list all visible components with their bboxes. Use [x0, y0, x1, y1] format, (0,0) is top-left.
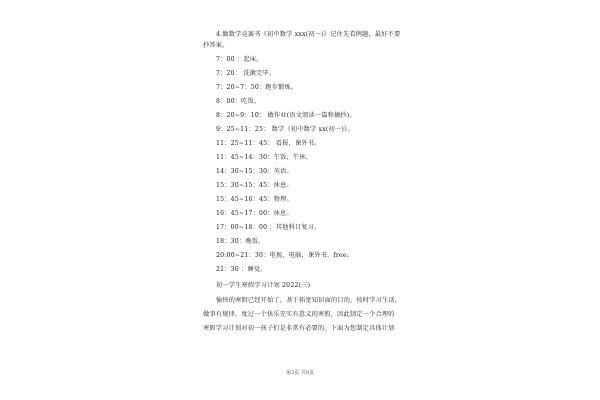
schedule-line-4: 8：00：吃饭。: [216, 98, 261, 105]
schedule-line-11: 15：45~16：45：物理。: [216, 196, 293, 203]
schedule-line-2: 7：20： 洗漱完毕。: [216, 70, 276, 77]
schedule-line-16: 21：30 ：睡觉。: [216, 266, 267, 273]
schedule-line-1: 7：00 ：起床。: [216, 56, 263, 63]
schedule-line-5: 8：20~9：10： 做作业(语文阅读一篇和摘抄)。: [216, 112, 356, 119]
schedule-line-14: 18：30：晚饭。: [216, 238, 265, 245]
paragraph-line-2: 做事有规律，度过一个快乐充实有意义的寒假，因此制定一个合理的: [203, 311, 395, 318]
schedule-line-3: 7：20~7：50：跑步锻炼。: [216, 84, 298, 91]
schedule-line-15: 20:00~21：30：电视，电脑，课外书，free。: [216, 252, 354, 259]
schedule-line-13: 17：00~18：00 ：其他科目复习。: [216, 224, 321, 231]
text-line-1: 4.做数学竞赛书《初中数学 xxx(初一)》记住先看例题，最好不要: [216, 31, 401, 38]
schedule-line-6: 9：25~11：25： 数学《初中数学 xx(初一)》。: [216, 126, 354, 133]
text-line-2: 抄答案。: [203, 42, 229, 49]
schedule-line-10: 15：30~15：45：休息。: [216, 182, 293, 189]
schedule-line-9: 14：30~15：30：英语。: [216, 168, 293, 175]
paragraph-line-3: 寒假学习计划对初一孩子们是非常有必要的。下面为您制定具体计划: [203, 325, 395, 332]
page-footer: 第3页 共9页: [286, 370, 314, 376]
paragraph-line-1: 愉快的寒假已经开始了，基于拓宽知识面的目的，按时学习生活，: [216, 297, 402, 304]
schedule-line-7: 11：25~11：45： 看报，课外书。: [216, 140, 321, 147]
schedule-line-8: 11：45~14：30：午饭，午休。: [216, 154, 312, 161]
section-heading: 初一学生寒假学习计划 2022(三): [216, 282, 311, 289]
schedule-line-12: 16：45~17：00：休息。: [216, 210, 293, 217]
